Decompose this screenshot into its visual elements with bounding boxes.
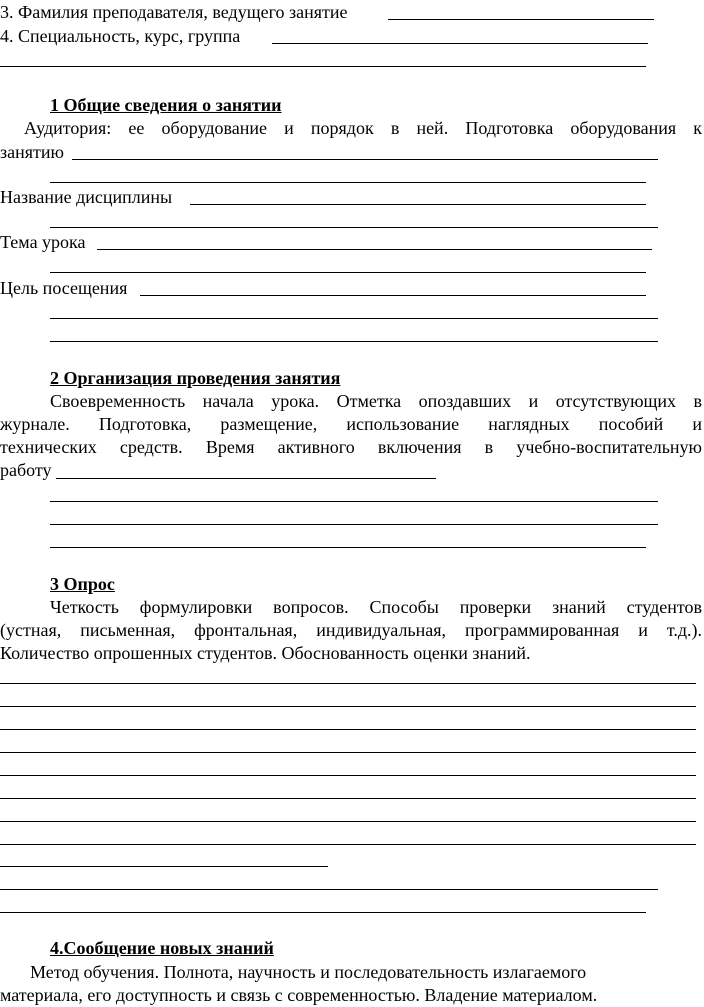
section-3-paragraph-line: Четкость формулировки вопросов. Способы проверки знаний студентов — [50, 597, 702, 617]
blank-line — [190, 204, 646, 205]
blank-line — [50, 341, 658, 342]
blank-line — [0, 706, 696, 707]
blank-line — [0, 844, 696, 845]
blank-line — [0, 752, 696, 753]
blank-line — [0, 889, 658, 890]
section-4-paragraph-line: материала, его доступность и связь с современностью. Владение материалом. — [0, 985, 598, 1005]
topic-label: Тема урока — [0, 232, 86, 252]
blank-line — [50, 547, 646, 548]
section-3-paragraph-line: (устная, письменная, фронтальная, индивидуальная, программированная и т.д.). — [0, 620, 702, 640]
blank-line — [50, 318, 658, 319]
section-3-paragraph-line: Количество опрошенных студентов. Обоснованность оценки знаний. — [0, 643, 531, 663]
section-2-paragraph-line: работу — [0, 460, 52, 480]
section-4-paragraph-line: Метод обучения. Полнота, научность и последовательность излагаемого — [30, 962, 587, 982]
header-line-4: 4. Специальность, курс, группа — [0, 26, 241, 46]
discipline-label: Название дисциплины — [0, 187, 173, 207]
blank-line — [50, 501, 658, 502]
blank-line — [50, 182, 646, 183]
section-2-paragraph-line: технических средств. Время активного включения в учебно-воспитательную — [0, 437, 702, 457]
section-1-paragraph-line: Аудитория: ее оборудование и порядок в ней. Подготовка оборудования к — [24, 118, 702, 138]
header-line-3: 3. Фамилия преподавателя, ведущего занятие — [0, 2, 348, 22]
blank-line — [0, 866, 328, 867]
blank-line — [56, 478, 436, 479]
blank-line — [0, 912, 646, 913]
section-3-title: 3 Опрос — [50, 574, 115, 594]
blank-line — [50, 524, 658, 525]
blank-line — [50, 272, 646, 273]
blank-line — [0, 798, 696, 799]
section-4-title: 4.Сообщение новых знаний — [50, 938, 274, 958]
section-1-title: 1 Общие сведения о занятии — [50, 95, 282, 115]
section-1-paragraph-line: занятию — [0, 142, 64, 162]
blank-line — [50, 227, 658, 228]
blank-line — [272, 43, 648, 44]
blank-line — [140, 295, 646, 296]
blank-line — [0, 775, 696, 776]
section-2-title: 2 Организация проведения занятия — [50, 368, 341, 388]
blank-line — [0, 821, 696, 822]
blank-line — [388, 19, 654, 20]
blank-line — [0, 66, 646, 67]
goal-label: Цель посещения — [0, 278, 128, 298]
blank-line — [0, 729, 696, 730]
blank-line — [72, 159, 658, 160]
section-2-paragraph-line: журнале. Подготовка, размещение, использование наглядных пособий и — [0, 414, 702, 434]
blank-line — [0, 683, 696, 684]
section-2-paragraph-line: Своевременность начала урока. Отметка опоздавших и отсутствующих в — [50, 391, 702, 411]
blank-line — [97, 249, 652, 250]
